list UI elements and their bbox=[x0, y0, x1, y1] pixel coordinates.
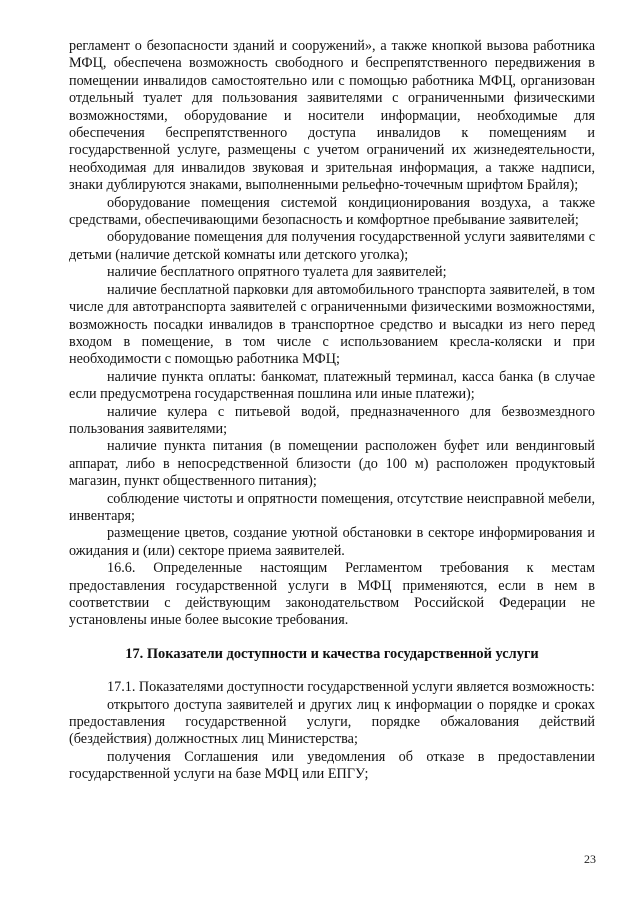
paragraph: 17.1. Показателями доступности государственной услуги является возможность: bbox=[107, 679, 595, 696]
paragraph: наличие пункта питания (в помещении расположен буфет или вендинговый аппарат, либо в непосредственной близости (до 100 м) расположен продуктовый магазин, пункт общественного питания); bbox=[69, 438, 595, 490]
paragraphs-before-heading bbox=[69, 38, 595, 630]
paragraph: получения Соглашения или уведомления об отказе в предоставлении государственной услуги на базе МФЦ или ЕПГУ; bbox=[69, 748, 595, 783]
paragraphs-after-heading bbox=[69, 679, 595, 783]
paragraph: наличие пункта оплаты: банкомат, платежный терминал, касса банка (в случае если предусмотрена государственная пошлина или иные платежи); bbox=[69, 368, 595, 403]
paragraph: размещение цветов, создание уютной обстановки в секторе информирования и ожидания и (или) секторе приема заявителей. bbox=[69, 525, 595, 559]
page-content bbox=[69, 38, 595, 784]
paragraph: оборудование помещения для получения государственной услуги заявителями с детьми (наличие детской комнаты или детского уголка); bbox=[69, 229, 595, 263]
paragraph: наличие бесплатного опрятного туалета для заявителей; bbox=[107, 264, 447, 281]
section-heading: 17. Показатели доступности и качества государственной услуги bbox=[125, 645, 539, 662]
spacer bbox=[69, 663, 595, 679]
paragraph: наличие кулера с питьевой водой, предназначенного для безвозмездного пользования заявителями; bbox=[69, 403, 595, 437]
paragraph: регламент о безопасности зданий и сооружений», а также кнопкой вызова работника МФЦ, обеспечена возможность свободного и беспрепятственного передвижения в помещении инвалидов самостоятельно или с помощью работника МФЦ, организован отдельный туалет для пользования заявителями с ограниченными физическими возможностями, оборудование и носители информации, необходимые для обеспечения беспрепятственного доступа инвалидов к помещениям и государственной услуге, размещены с учетом ограничений их жизнедеятельности, необходимая для инвалидов звуковая и зрительная информация, а также надписи, знаки дублируются знаками, выполненными рельефно-точечным шрифтом Брайля); bbox=[69, 38, 595, 194]
paragraph: 16.6. Определенные настоящим Регламентом требования к местам предоставления государственной услуги в МФЦ применяются, если в нем в соответствии с действующим законодательством Российской Федерации не установлены иные более высокие требования. bbox=[69, 560, 595, 629]
paragraph: оборудование помещения системой кондиционирования воздуха, а также средствами, обеспечивающими безопасность и комфортное пребывание заявителей; bbox=[69, 194, 595, 229]
paragraph: соблюдение чистоты и опрятности помещения, отсутствие неисправной мебели, инвентаря; bbox=[69, 490, 595, 524]
spacer bbox=[69, 630, 595, 646]
paragraph: наличие бесплатной парковки для автомобильного транспорта заявителей, в том числе для автотранспорта заявителей с ограниченными физическими возможностями, возможность посадки инвалидов в транспортное средство и высадки из него перед входом в помещение, в том числе с использованием кресла-коляски и при необходимости с помощью работника МФЦ; bbox=[69, 281, 595, 368]
paragraph: открытого доступа заявителей и других лиц к информации о порядке и сроках предоставления государственной услуги, порядке обжалования действий (бездействия) должностных лиц Министерства; bbox=[69, 696, 595, 748]
page-number: 23 bbox=[584, 852, 596, 866]
